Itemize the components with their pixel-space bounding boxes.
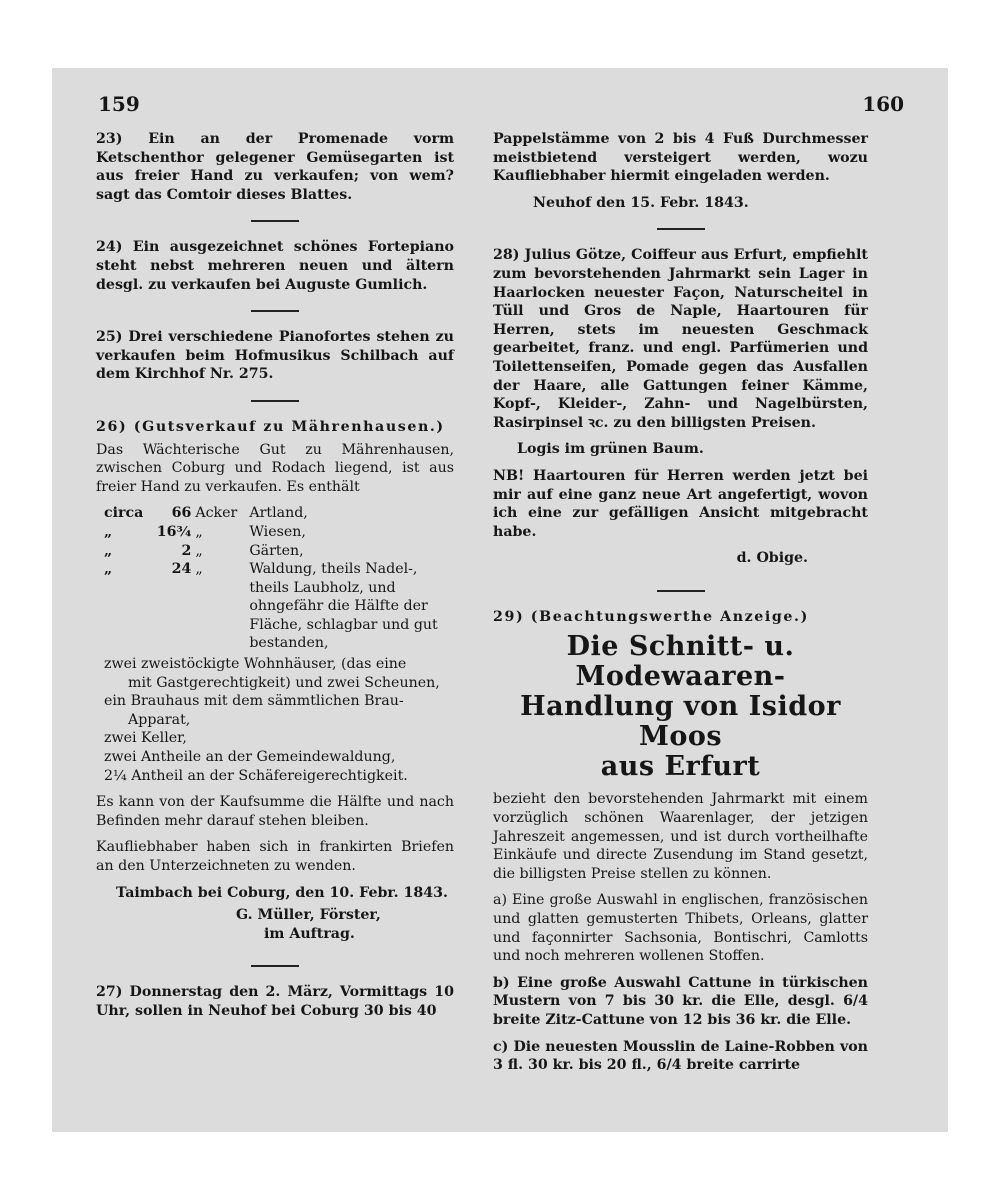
signature-role: im Auftrag.	[264, 925, 355, 942]
ad-26-intro: Das Wächterische Gut zu Mährenhausen, zwischen Coburg und Rodach liegend, ist aus freier Hand zu verkaufen. Es enthält	[96, 441, 454, 495]
page-number-left: 159	[98, 92, 140, 116]
left-column	[96, 130, 454, 1029]
separator	[251, 310, 299, 312]
ad-29-item-a: a) Eine große Auswahl in englischen, französischen und glatten gemusterten Thibets, Orleans, glatter und façonnirter Sachsonia, Bontischri, Camlotts und noch mehreren wollenen Stoffen.	[493, 892, 868, 965]
ad-27-continued: Pappelstämme von 2 bis 4 Fuß Durchmesser meistbietend versteigert werden, wozu Kaufliebhaber hiermit eingeladen werden.	[493, 131, 868, 185]
separator	[657, 590, 705, 592]
separator	[657, 228, 705, 230]
inventory-amount: 2	[181, 542, 192, 559]
inventory-row	[104, 542, 454, 561]
forest-shares-line: zwei Antheile an der Gemeindewaldung,	[104, 749, 396, 766]
page-number-right: 160	[862, 92, 904, 116]
ad-29-body: bezieht den bevorstehenden Jahrmarkt mit einem vorzüglich schönen Waarenlager, der jetzigen Jahreszeit angemessen, und ist durch vortheilhafte Einkäufe und directe Zusendung im Stand gesetzt, die billigsten Preise stellen zu können.	[493, 791, 868, 882]
ad-29-heading: 29) (Beachtungswerthe Anzeige.)	[493, 608, 809, 625]
inventory-description: Artland,	[249, 505, 308, 522]
right-column	[493, 130, 868, 1083]
building-list	[104, 655, 454, 785]
brewery-line: ein Brauhaus mit dem sämmtlichen Brau-	[104, 693, 404, 710]
sheep-rights-line: 2¼ Antheil an der Schäfereigerechtigkeit.	[104, 767, 408, 784]
ad-29-title-line: Die Schnitt- u. Modewaaren-	[566, 631, 795, 693]
inventory-amount: 24	[171, 561, 192, 578]
place-date: Taimbach bei Coburg, den 10. Febr. 1843.	[116, 884, 448, 901]
inventory-qualifier: „	[104, 542, 113, 559]
buyers-note: Kaufliebhaber haben sich in frankirten Briefen an den Unterzeichneten zu wenden.	[96, 839, 454, 874]
inventory-row	[104, 523, 454, 542]
buildings-line: mit Gastgerechtigkeit) und zwei Scheunen,	[128, 674, 440, 691]
inventory-qualifier: circa	[104, 505, 144, 522]
ad-27-date: Neuhof den 15. Febr. 1843.	[533, 194, 749, 211]
price-note: Es kann von der Kaufsumme die Hälfte und nach Befinden mehr darauf stehen bleiben.	[96, 794, 454, 829]
signature-name: G. Müller, Förster,	[236, 907, 381, 924]
inventory-table	[104, 504, 454, 653]
inventory-description: Gärten,	[249, 542, 304, 559]
separator	[251, 220, 299, 222]
inventory-unit: „	[195, 542, 203, 559]
ad-29-title-line: aus Erfurt	[600, 751, 761, 783]
inventory-description: Wiesen,	[249, 523, 306, 540]
ad-25: 25) Drei verschiedene Pianofortes stehen zu verkaufen beim Hofmusikus Schilbach auf dem Kirchhof Nr. 275.	[96, 329, 454, 383]
ad-28-nb: NB! Haartouren für Herren werden jetzt bei mir auf eine ganz neue Art angefertigt, wovon ich eine zur gefälligen Ansicht mitgebracht habe.	[493, 467, 868, 540]
ad-29-title	[493, 632, 868, 782]
ad-28-signature: d. Obige.	[736, 550, 808, 567]
inventory-description: Waldung, theils Nadel-, theils Laubholz, und ohngefähr die Hälfte der Fläche, schlagbar und gut bestanden,	[249, 561, 438, 652]
ad-24: 24) Ein ausgezeichnet schönes Fortepiano steht nebst mehreren neuen und ältern desgl. zu verkaufen bei Auguste Gumlich.	[96, 239, 454, 293]
scanned-page	[52, 68, 948, 1132]
brewery-line: Apparat,	[128, 711, 191, 728]
ad-29-title-line: Handlung von Isidor Moos	[520, 691, 841, 753]
ad-29-item-c: c) Die neuesten Mousslin de Laine-Robben von 3 fl. 30 kr. bis 20 fl., 6/4 breite carrirte	[493, 1038, 868, 1074]
inventory-unit: Acker	[195, 505, 238, 522]
ad-29-item-b: b) Eine große Auswahl Cattune in türkischen Mustern von 7 bis 30 kr. die Elle, desgl. 6/4 breite Zitz-Cattune von 12 bis 36 kr. die Elle.	[493, 974, 868, 1028]
ad-26-heading: 26) (Gutsverkauf zu Mährenhausen.)	[96, 418, 445, 435]
inventory-unit: „	[195, 523, 203, 540]
inventory-amount: 66	[171, 505, 192, 522]
separator	[251, 400, 299, 402]
ad-27: 27) Donnerstag den 2. März, Vormittags 10 Uhr, sollen in Neuhof bei Coburg 30 bis 40	[96, 984, 454, 1019]
inventory-row	[104, 504, 454, 523]
inventory-qualifier: „	[104, 523, 113, 540]
ad-28-logis: Logis im grünen Baum.	[517, 441, 704, 458]
inventory-qualifier: „	[104, 561, 113, 578]
inventory-unit: „	[195, 561, 203, 578]
cellars-line: zwei Keller,	[104, 730, 187, 747]
buildings-line: zwei zweistöckigte Wohnhäuser, (das eine	[104, 656, 407, 673]
ad-28: 28) Julius Götze, Coiffeur aus Erfurt, empfiehlt zum bevorstehenden Jahrmarkt sein Lager in Haarlocken neuester Façon, Naturscheitel in Tüll und Gros de Naple, Haartouren für Herren, stets im neuesten Geschmack gearbeitet, franz. und engl. Parfümerien und Toilettenseifen, Pomade gegen das Ausfallen der Haare, alle Gattungen feiner Kämme, Kopf-, Kleider-, Zahn- und Nagelbürsten, Rasirpinsel ꝛc. zu den billigsten Preisen.	[493, 247, 868, 431]
inventory-amount: 16¾	[156, 523, 192, 540]
separator	[251, 965, 299, 967]
inventory-row	[104, 560, 454, 653]
ad-23: 23) Ein an der Promenade vorm Ketschenthor gelegener Gemüsegarten ist aus freier Hand zu verkaufen; von wem? sagt das Comtoir dieses Blattes.	[96, 131, 454, 203]
